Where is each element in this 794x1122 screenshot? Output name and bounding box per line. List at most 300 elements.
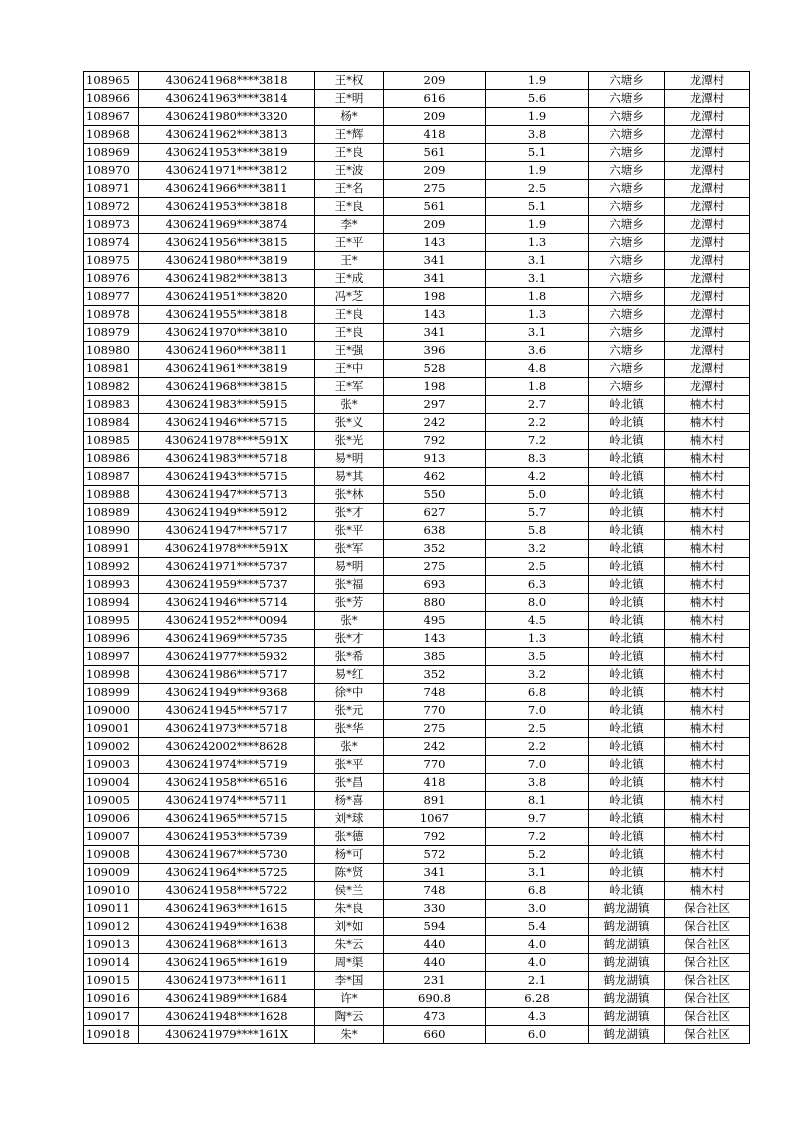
record-number-cell: 108966	[84, 90, 139, 108]
amount-cell: 748	[384, 882, 486, 900]
name-cell: 张*平	[315, 756, 384, 774]
table-row	[84, 666, 750, 684]
quantity-cell: 3.1	[486, 252, 589, 270]
quantity-cell: 5.7	[486, 504, 589, 522]
id-number-cell: 4306241961****3819	[139, 360, 315, 378]
quantity-cell: 3.2	[486, 540, 589, 558]
record-number-cell: 109015	[84, 972, 139, 990]
village-cell: 楠木村	[665, 720, 750, 738]
quantity-cell: 7.0	[486, 702, 589, 720]
village-cell: 楠木村	[665, 486, 750, 504]
id-number-cell: 4306241964****5725	[139, 864, 315, 882]
village-cell: 楠木村	[665, 882, 750, 900]
quantity-cell: 7.0	[486, 756, 589, 774]
quantity-cell: 2.1	[486, 972, 589, 990]
township-cell: 岭北镇	[589, 846, 665, 864]
amount-cell: 690.8	[384, 990, 486, 1008]
village-cell: 保合社区	[665, 918, 750, 936]
quantity-cell: 8.1	[486, 792, 589, 810]
record-number-cell: 108988	[84, 486, 139, 504]
township-cell: 岭北镇	[589, 414, 665, 432]
id-number-cell: 4306241974****5719	[139, 756, 315, 774]
id-number-cell: 4306241958****6516	[139, 774, 315, 792]
amount-cell: 561	[384, 198, 486, 216]
name-cell: 张*昌	[315, 774, 384, 792]
record-number-cell: 108981	[84, 360, 139, 378]
table-row	[84, 270, 750, 288]
name-cell: 张*才	[315, 630, 384, 648]
township-cell: 岭北镇	[589, 792, 665, 810]
name-cell: 刘*球	[315, 810, 384, 828]
id-number-cell: 4306241955****3818	[139, 306, 315, 324]
id-number-cell: 4306241946****5714	[139, 594, 315, 612]
amount-cell: 891	[384, 792, 486, 810]
record-number-cell: 109007	[84, 828, 139, 846]
id-number-cell: 4306241986****5717	[139, 666, 315, 684]
quantity-cell: 6.28	[486, 990, 589, 1008]
village-cell: 龙潭村	[665, 72, 750, 90]
name-cell: 徐*中	[315, 684, 384, 702]
village-cell: 龙潭村	[665, 252, 750, 270]
amount-cell: 242	[384, 738, 486, 756]
record-number-cell: 108983	[84, 396, 139, 414]
record-number-cell: 108972	[84, 198, 139, 216]
amount-cell: 209	[384, 108, 486, 126]
village-cell: 保合社区	[665, 972, 750, 990]
name-cell: 杨*可	[315, 846, 384, 864]
name-cell: 王*良	[315, 144, 384, 162]
village-cell: 楠木村	[665, 684, 750, 702]
name-cell: 李*	[315, 216, 384, 234]
record-number-cell: 109009	[84, 864, 139, 882]
table-row	[84, 792, 750, 810]
record-number-cell: 108987	[84, 468, 139, 486]
amount-cell: 209	[384, 72, 486, 90]
quantity-cell: 1.9	[486, 216, 589, 234]
township-cell: 岭北镇	[589, 486, 665, 504]
village-cell: 楠木村	[665, 450, 750, 468]
quantity-cell: 3.2	[486, 666, 589, 684]
table-row	[84, 162, 750, 180]
name-cell: 张*	[315, 738, 384, 756]
name-cell: 王*波	[315, 162, 384, 180]
id-number-cell: 4306241969****5735	[139, 630, 315, 648]
record-number-cell: 109001	[84, 720, 139, 738]
quantity-cell: 2.7	[486, 396, 589, 414]
village-cell: 楠木村	[665, 612, 750, 630]
township-cell: 岭北镇	[589, 828, 665, 846]
name-cell: 张*才	[315, 504, 384, 522]
township-cell: 鹤龙湖镇	[589, 900, 665, 918]
township-cell: 六塘乡	[589, 378, 665, 396]
record-number-cell: 108985	[84, 432, 139, 450]
amount-cell: 528	[384, 360, 486, 378]
name-cell: 张*平	[315, 522, 384, 540]
record-number-cell: 109013	[84, 936, 139, 954]
table-row	[84, 882, 750, 900]
amount-cell: 880	[384, 594, 486, 612]
id-number-cell: 4306241965****5715	[139, 810, 315, 828]
village-cell: 龙潭村	[665, 234, 750, 252]
village-cell: 楠木村	[665, 630, 750, 648]
township-cell: 岭北镇	[589, 810, 665, 828]
table-row	[84, 126, 750, 144]
township-cell: 六塘乡	[589, 126, 665, 144]
township-cell: 岭北镇	[589, 558, 665, 576]
id-number-cell: 4306241963****1615	[139, 900, 315, 918]
record-number-cell: 109008	[84, 846, 139, 864]
table-row	[84, 756, 750, 774]
record-number-cell: 108986	[84, 450, 139, 468]
table-row	[84, 180, 750, 198]
table-row	[84, 540, 750, 558]
id-number-cell: 4306241967****5730	[139, 846, 315, 864]
table-row	[84, 810, 750, 828]
record-number-cell: 108998	[84, 666, 139, 684]
record-number-cell: 108976	[84, 270, 139, 288]
id-number-cell: 4306241969****3874	[139, 216, 315, 234]
township-cell: 六塘乡	[589, 162, 665, 180]
amount-cell: 385	[384, 648, 486, 666]
id-number-cell: 4306241989****1684	[139, 990, 315, 1008]
name-cell: 易*明	[315, 558, 384, 576]
township-cell: 岭北镇	[589, 648, 665, 666]
record-number-cell: 109006	[84, 810, 139, 828]
table-row	[84, 144, 750, 162]
village-cell: 龙潭村	[665, 126, 750, 144]
table-row	[84, 918, 750, 936]
township-cell: 岭北镇	[589, 450, 665, 468]
township-cell: 六塘乡	[589, 342, 665, 360]
table-row	[84, 684, 750, 702]
quantity-cell: 4.3	[486, 1008, 589, 1026]
name-cell: 易*其	[315, 468, 384, 486]
village-cell: 龙潭村	[665, 342, 750, 360]
table-body	[84, 72, 750, 1044]
record-number-cell: 108980	[84, 342, 139, 360]
table-row	[84, 414, 750, 432]
amount-cell: 594	[384, 918, 486, 936]
township-cell: 六塘乡	[589, 252, 665, 270]
township-cell: 六塘乡	[589, 216, 665, 234]
quantity-cell: 6.0	[486, 1026, 589, 1044]
amount-cell: 550	[384, 486, 486, 504]
village-cell: 龙潭村	[665, 144, 750, 162]
record-number-cell: 109000	[84, 702, 139, 720]
record-number-cell: 109014	[84, 954, 139, 972]
id-number-cell: 4306241973****1611	[139, 972, 315, 990]
id-number-cell: 4306241973****5718	[139, 720, 315, 738]
id-number-cell: 4306241983****5718	[139, 450, 315, 468]
name-cell: 张*	[315, 612, 384, 630]
township-cell: 鹤龙湖镇	[589, 1026, 665, 1044]
amount-cell: 341	[384, 324, 486, 342]
name-cell: 周*渠	[315, 954, 384, 972]
table-row	[84, 828, 750, 846]
township-cell: 六塘乡	[589, 288, 665, 306]
id-number-cell: 4306241978****591X	[139, 540, 315, 558]
table-row	[84, 90, 750, 108]
table-row	[84, 360, 750, 378]
table-row	[84, 108, 750, 126]
quantity-cell: 2.5	[486, 720, 589, 738]
village-cell: 龙潭村	[665, 288, 750, 306]
record-number-cell: 108973	[84, 216, 139, 234]
table-row	[84, 1026, 750, 1044]
village-cell: 龙潭村	[665, 270, 750, 288]
village-cell: 龙潭村	[665, 198, 750, 216]
village-cell: 楠木村	[665, 414, 750, 432]
quantity-cell: 8.0	[486, 594, 589, 612]
table-row	[84, 486, 750, 504]
village-cell: 楠木村	[665, 774, 750, 792]
table-row	[84, 576, 750, 594]
quantity-cell: 3.1	[486, 324, 589, 342]
township-cell: 岭北镇	[589, 612, 665, 630]
table-row	[84, 342, 750, 360]
name-cell: 张*林	[315, 486, 384, 504]
village-cell: 龙潭村	[665, 360, 750, 378]
quantity-cell: 5.1	[486, 144, 589, 162]
id-number-cell: 4306241980****3819	[139, 252, 315, 270]
village-cell: 楠木村	[665, 468, 750, 486]
amount-cell: 495	[384, 612, 486, 630]
table-row	[84, 234, 750, 252]
quantity-cell: 8.3	[486, 450, 589, 468]
table-row	[84, 450, 750, 468]
township-cell: 鹤龙湖镇	[589, 936, 665, 954]
quantity-cell: 3.1	[486, 270, 589, 288]
id-number-cell: 4306241966****3811	[139, 180, 315, 198]
amount-cell: 143	[384, 234, 486, 252]
name-cell: 张*军	[315, 540, 384, 558]
quantity-cell: 1.9	[486, 162, 589, 180]
quantity-cell: 6.8	[486, 684, 589, 702]
township-cell: 六塘乡	[589, 324, 665, 342]
quantity-cell: 5.6	[486, 90, 589, 108]
name-cell: 杨*	[315, 108, 384, 126]
township-cell: 六塘乡	[589, 270, 665, 288]
amount-cell: 330	[384, 900, 486, 918]
amount-cell: 638	[384, 522, 486, 540]
record-number-cell: 109016	[84, 990, 139, 1008]
id-number-cell: 4306241971****3812	[139, 162, 315, 180]
village-cell: 龙潭村	[665, 306, 750, 324]
township-cell: 六塘乡	[589, 360, 665, 378]
name-cell: 张*德	[315, 828, 384, 846]
village-cell: 楠木村	[665, 558, 750, 576]
village-cell: 龙潭村	[665, 108, 750, 126]
record-number-cell: 108978	[84, 306, 139, 324]
quantity-cell: 7.2	[486, 828, 589, 846]
amount-cell: 616	[384, 90, 486, 108]
id-number-cell: 4306241979****161X	[139, 1026, 315, 1044]
record-number-cell: 109005	[84, 792, 139, 810]
township-cell: 岭北镇	[589, 576, 665, 594]
quantity-cell: 4.5	[486, 612, 589, 630]
quantity-cell: 1.8	[486, 378, 589, 396]
id-number-cell: 4306241953****3818	[139, 198, 315, 216]
name-cell: 李*国	[315, 972, 384, 990]
amount-cell: 770	[384, 756, 486, 774]
village-cell: 楠木村	[665, 576, 750, 594]
record-number-cell: 109011	[84, 900, 139, 918]
record-number-cell: 108982	[84, 378, 139, 396]
name-cell: 陈*贤	[315, 864, 384, 882]
id-number-cell: 4306241965****1619	[139, 954, 315, 972]
record-number-cell: 109017	[84, 1008, 139, 1026]
record-number-cell: 108992	[84, 558, 139, 576]
id-number-cell: 4306241959****5737	[139, 576, 315, 594]
name-cell: 张*希	[315, 648, 384, 666]
quantity-cell: 6.8	[486, 882, 589, 900]
township-cell: 岭北镇	[589, 522, 665, 540]
record-number-cell: 108977	[84, 288, 139, 306]
record-number-cell: 108971	[84, 180, 139, 198]
record-number-cell: 108999	[84, 684, 139, 702]
name-cell: 王*良	[315, 306, 384, 324]
quantity-cell: 1.9	[486, 72, 589, 90]
id-number-cell: 4306241978****591X	[139, 432, 315, 450]
name-cell: 冯*芝	[315, 288, 384, 306]
table-row	[84, 702, 750, 720]
table-row	[84, 396, 750, 414]
id-number-cell: 4306241951****3820	[139, 288, 315, 306]
quantity-cell: 4.8	[486, 360, 589, 378]
quantity-cell: 2.5	[486, 180, 589, 198]
id-number-cell: 4306241968****3818	[139, 72, 315, 90]
quantity-cell: 3.1	[486, 864, 589, 882]
amount-cell: 231	[384, 972, 486, 990]
record-number-cell: 108995	[84, 612, 139, 630]
table-row	[84, 612, 750, 630]
name-cell: 张*元	[315, 702, 384, 720]
id-number-cell: 4306241963****3814	[139, 90, 315, 108]
township-cell: 岭北镇	[589, 432, 665, 450]
table-row	[84, 972, 750, 990]
name-cell: 王*军	[315, 378, 384, 396]
amount-cell: 693	[384, 576, 486, 594]
quantity-cell: 3.8	[486, 774, 589, 792]
id-number-cell: 4306242002****8628	[139, 738, 315, 756]
record-number-cell: 108993	[84, 576, 139, 594]
table-row	[84, 306, 750, 324]
amount-cell: 418	[384, 774, 486, 792]
id-number-cell: 4306241983****5915	[139, 396, 315, 414]
village-cell: 楠木村	[665, 504, 750, 522]
amount-cell: 297	[384, 396, 486, 414]
village-cell: 楠木村	[665, 828, 750, 846]
amount-cell: 198	[384, 288, 486, 306]
amount-cell: 352	[384, 540, 486, 558]
amount-cell: 913	[384, 450, 486, 468]
id-number-cell: 4306241949****9368	[139, 684, 315, 702]
township-cell: 六塘乡	[589, 108, 665, 126]
amount-cell: 341	[384, 252, 486, 270]
quantity-cell: 5.1	[486, 198, 589, 216]
quantity-cell: 4.0	[486, 936, 589, 954]
township-cell: 岭北镇	[589, 684, 665, 702]
village-cell: 楠木村	[665, 792, 750, 810]
id-number-cell: 4306241971****5737	[139, 558, 315, 576]
township-cell: 岭北镇	[589, 666, 665, 684]
village-cell: 楠木村	[665, 522, 750, 540]
name-cell: 王*成	[315, 270, 384, 288]
township-cell: 岭北镇	[589, 774, 665, 792]
record-number-cell: 109002	[84, 738, 139, 756]
village-cell: 龙潭村	[665, 324, 750, 342]
village-cell: 保合社区	[665, 954, 750, 972]
village-cell: 楠木村	[665, 540, 750, 558]
village-cell: 楠木村	[665, 594, 750, 612]
record-number-cell: 109018	[84, 1026, 139, 1044]
quantity-cell: 3.0	[486, 900, 589, 918]
quantity-cell: 5.2	[486, 846, 589, 864]
table-row	[84, 504, 750, 522]
name-cell: 刘*如	[315, 918, 384, 936]
name-cell: 侯*兰	[315, 882, 384, 900]
table-row	[84, 558, 750, 576]
id-number-cell: 4306241946****5715	[139, 414, 315, 432]
amount-cell: 275	[384, 558, 486, 576]
record-number-cell: 108989	[84, 504, 139, 522]
record-number-cell: 108975	[84, 252, 139, 270]
record-number-cell: 108997	[84, 648, 139, 666]
table-row	[84, 900, 750, 918]
quantity-cell: 4.0	[486, 954, 589, 972]
township-cell: 六塘乡	[589, 234, 665, 252]
table-row	[84, 648, 750, 666]
name-cell: 王*强	[315, 342, 384, 360]
id-number-cell: 4306241956****3815	[139, 234, 315, 252]
record-number-cell: 109012	[84, 918, 139, 936]
name-cell: 王*平	[315, 234, 384, 252]
quantity-cell: 5.0	[486, 486, 589, 504]
quantity-cell: 1.3	[486, 306, 589, 324]
township-cell: 岭北镇	[589, 864, 665, 882]
table-row	[84, 72, 750, 90]
name-cell: 易*红	[315, 666, 384, 684]
id-number-cell: 4306241982****3813	[139, 270, 315, 288]
township-cell: 六塘乡	[589, 90, 665, 108]
record-number-cell: 108991	[84, 540, 139, 558]
village-cell: 保合社区	[665, 1008, 750, 1026]
township-cell: 岭北镇	[589, 756, 665, 774]
name-cell: 王*良	[315, 324, 384, 342]
id-number-cell: 4306241953****5739	[139, 828, 315, 846]
id-number-cell: 4306241962****3813	[139, 126, 315, 144]
township-cell: 鹤龙湖镇	[589, 918, 665, 936]
name-cell: 王*中	[315, 360, 384, 378]
name-cell: 易*明	[315, 450, 384, 468]
table-row	[84, 468, 750, 486]
id-number-cell: 4306241949****5912	[139, 504, 315, 522]
amount-cell: 440	[384, 936, 486, 954]
village-cell: 楠木村	[665, 756, 750, 774]
quantity-cell: 6.3	[486, 576, 589, 594]
name-cell: 王*名	[315, 180, 384, 198]
amount-cell: 440	[384, 954, 486, 972]
quantity-cell: 5.4	[486, 918, 589, 936]
id-number-cell: 4306241953****3819	[139, 144, 315, 162]
quantity-cell: 2.5	[486, 558, 589, 576]
table-row	[84, 198, 750, 216]
township-cell: 六塘乡	[589, 144, 665, 162]
table-row	[84, 990, 750, 1008]
name-cell: 王*辉	[315, 126, 384, 144]
amount-cell: 242	[384, 414, 486, 432]
table-row	[84, 252, 750, 270]
